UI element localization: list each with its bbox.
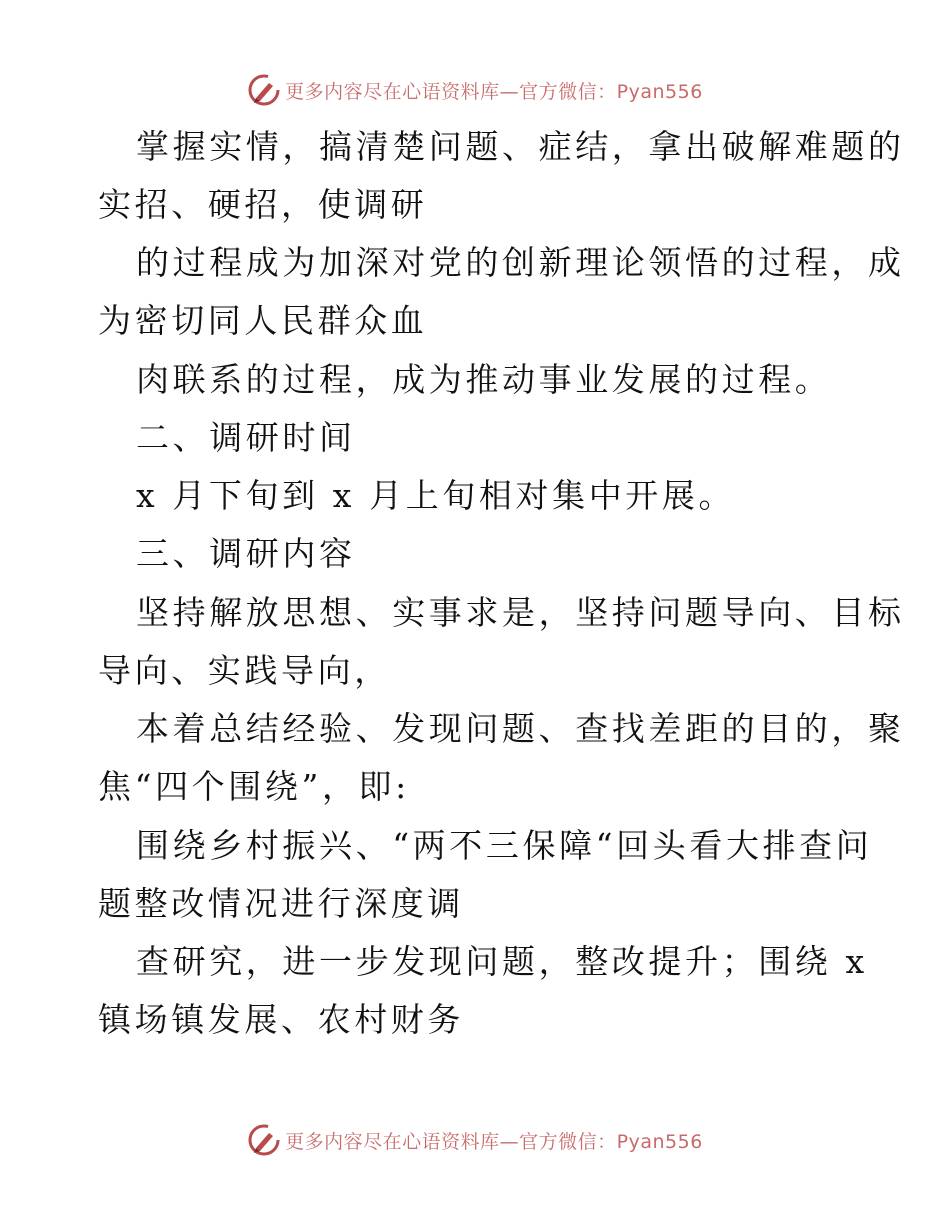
- text-line: 焦“四个围绕”，即:: [98, 767, 410, 806]
- footer-watermark: [0, 1120, 950, 1160]
- text-line: 坚持解放思想、实事求是，坚持问题导向、目标: [136, 593, 905, 632]
- pen-logo-icon: [247, 73, 281, 107]
- watermark-text: 更多内容尽在心语资料库—官方微信：Pyan556: [285, 80, 703, 103]
- section-heading: 二、调研时间: [136, 418, 356, 457]
- text-line: 查研究，进一步发现问题，整改提升；围绕 x: [136, 942, 868, 981]
- text-line: x 月下旬到 x 月上旬相对集中开展。: [136, 476, 736, 515]
- text-line: 的过程成为加深对党的创新理论领悟的过程，成: [136, 243, 905, 282]
- section-heading: 三、调研内容: [136, 534, 356, 573]
- watermark-text: 更多内容尽在心语资料库—官方微信：Pyan556: [285, 1130, 703, 1153]
- text-line: 实招、硬招，使调研: [98, 185, 428, 224]
- text-line: 肉联系的过程，成为推动事业发展的过程。: [136, 360, 832, 399]
- text-line: 为密切同人民群众血: [98, 301, 428, 340]
- pen-logo-icon: [247, 1123, 281, 1157]
- text-line: 导向、实践导向，: [98, 651, 391, 690]
- text-line: 镇场镇发展、农村财务: [98, 1000, 464, 1039]
- text-line: 围绕乡村振兴、“两不三保障“回头看大排查问: [136, 826, 873, 865]
- text-line: 题整改情况进行深度调: [98, 884, 464, 923]
- text-line: 掌握实情，搞清楚问题、症结，拿出破解难题的: [136, 127, 905, 166]
- header-watermark: [0, 70, 950, 110]
- text-line: 本着总结经验、发现问题、查找差距的目的，聚: [136, 709, 905, 748]
